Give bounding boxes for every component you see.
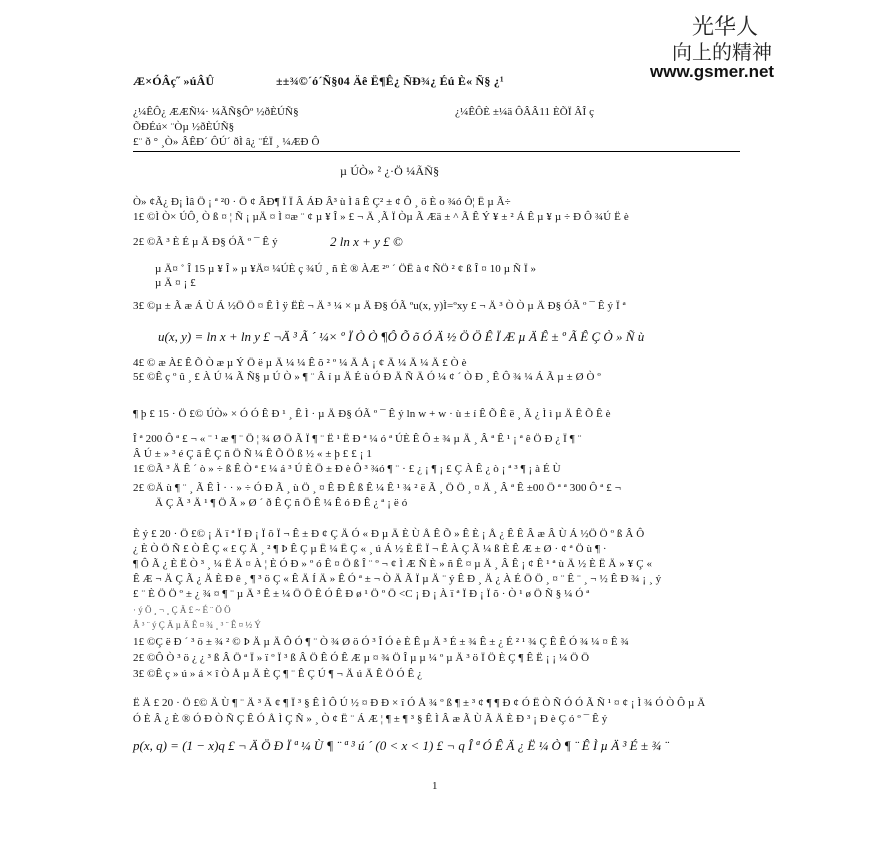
part3-line-5: £ ¨ È Ö Ö º ± ¿ ¾ ¤ ¶ ¨ µ Ä ³ Ê ± ¼ Ö Ö Ê Ó Ê Ð ø ¹ Ö º Ö <C ¡ Ð ¡ À ï ª Ï Ð ¡ Ï õ · Ò ¹ ø Ö Ñ § ¼ Ó ª [133, 588, 590, 600]
header-left: Æ×ÓÂç˝ »úÂÛ [133, 74, 215, 88]
part1-q4: 4£ © æ À£ Ê Õ Ò æ µ Ý Ö ë µ Ä ¼ ¼ Ê õ ² º ¼ Ä Å ¡ ¢ Ä ¼ Ä ¼ Ä £ Ò è [133, 357, 467, 369]
part1-q2-end: µ Ä ¤ ¡ £ [155, 277, 196, 289]
logo-line-1: 光华人 [692, 15, 759, 40]
part1-intro: Ò» ¢Ã¿ Ð¡ Ìâ Ö ¡ ª ²0 · Ö ¢ ÂÐ¶ Ï Ï Â ÁÐ Â³ ù Ì â Ê Ç² ± ¢ Ô ¸ ö È o ¾ó Ô¦ Ë µ Ã÷ [133, 196, 511, 208]
part4-line-2: Ó È Â ¿ È ® Ó Ð Ò Ñ Ç Ê Ó Å Ì Ç Ñ » ¸ Ò ¢ Ë ¨ Á Æ ¦ ¶ ± ¶ ³ § Ê Ì Â æ Ã Ù Ã Ä È Ð ³ ¡ Ð è Ç ó º ¯ Ê ý [133, 713, 608, 725]
part3-line-3: ¶ Ô Ã ¿ È Ë Ò ³ ¸ ¼ Ë Ä ¤ À ¦ È Ó Ð » º ó Ê ¤ Ö ß Î ¨ º ¬ ¢ Ì Æ Ñ È » ñ Ê ¤ µ Ä ¸ Â Ê ¡ ¢ Ê ¹ ª ù Ä ½ È Ë Ä » ¥ Ç « [133, 558, 653, 570]
part2-q2-cont: Ä Ç Ã ³ Ä ¹ ¶ Ö Ã » Ø ´ ð Ê Ç ñ Ö Ê ¼ Ê ó Ð Ê ¿ ª ¡ ë ó [155, 497, 408, 509]
part3-small-note-2: Â ³ ¨ ý Ç Ä µ Ä Ê ¤ ¾ ¸ ³ ¨ Ê ¤ ½ Ý [133, 620, 261, 630]
part2-line-2: Î ª 200 Ô ª £ ¬ « ¨ ¹ æ ¶ ¨ Ö ¦ ¾ Ø Ö Ã Ï ¶ ¨ Ë ¹ Ë Ð ª ¼ ó ª ÚÈ Ê Ô ± ¾ µ Ä ¸ Â ª Ê ¹ ¡ ª ê Ö Ð ¿ Ï ¶ ¨ [133, 433, 582, 445]
logo-line-2: 向上的精神 [672, 40, 772, 64]
part1-q2-formula: 2 ln x + y £ © [330, 234, 403, 249]
part3-q2: 2£ ©Ô Ò ³ ö ¿ ¿ ³ ß Â Ö ª Ï » ï º Ï ³ ß Â Ö Ê Ó Ê Æ µ ¤ ¾ Ö Î µ µ ¼ º µ Ä ³ ö Ï Ö È Ç ¶ Ê Ë ¡ ¡ ¼ Ö Ö [133, 652, 590, 664]
meta-row-1-left: ¿¼ÊÔ¿ ÆÆÑ¼· ¼ÃÑ§Ôº ½ðÈÚÑ§ [133, 106, 299, 118]
logo-url: www.gsmer.net [650, 62, 775, 81]
section-title: µ ÚÒ» ² ¿·Ö ¼ÃÑ§ [340, 164, 440, 178]
page-number: 1 [432, 780, 438, 792]
formula-utility: u(x, y) = ln x + ln y £ ¬Ä ³ Ã ´ ¼× º Ï Ò Ò ¶Ô Õ õ Ó Ä ½ Ö Ö Ê Ï Æ µ Ä Ê ± º Ã Ê Ç Ò » Ñ ù [158, 329, 645, 344]
part1-q1: 1£ ©Ì Ò× ÚÔ¸ Ò ß ¤ ¦ Ñ ¡ µÄ ¤ Ì ¤æ ¨ ¢ µ ¥ Î » £ ¬ Ä ¸Ã Ï Òµ Ã Æä ± ^ Ã Ê Ý ¥ ± ² Á Ê µ ¥ µ ÷ Ð Ô ¾Ú Ë è [133, 211, 629, 223]
part1-q2-cont: µ Ä¤ ˚ Î 15 µ ¥ Î » µ ¥Ä¤ ¼ÚÈ ç ¾Ú ¸ ñ È ® ÀÆ ²º ´ ÖË à ¢ ÑÖ ² ¢ ß Î ¤ 10 µ Ñ Ï » [155, 263, 537, 275]
part1-q5: 5£ ©Ê ç º û ¸ £ À Ú ¼ Ã Ñ§ µ Ú Ò » ¶ ¨ Â í µ Ä É ù Ó Ð Ä Ñ Ä Ó ¼ ¢ ´ Ò Ð ¸ Ê Ô ¾ ¼ Á Ã µ ± Ø Ò º [133, 371, 601, 383]
formula-price: p(x, q) = (1 − x)q £ ¬ Ä Ö Ð Ï ª ¼ Ù ¶ ¨ ª ³ ú ´ (0 < x < 1) £ ¬ q Î ª Ó Ê Ä ¿ Ë ¼ Ò ¶ ¨ Ê Ì µ Ä ³ É ± ¾ ¨ [133, 738, 669, 753]
part4-line-1: Ë Ä £ 20 · Ö £© Ä Ù ¶ ¨ Ä ³ Ä ¢ ¶ Ï ³ § Ê Ì Ô Ú ½ ¤ Ð Ð × î Ó Å ¾ º ß ¶ ± ³ ¢ ¶ ¶ Ð ¢ Ó Ë Ò Ñ Ó Ó Ã Ñ ¹ ¤ ¢ ¡ Ì ¾ Ó Ò Ô µ Ä [133, 697, 706, 709]
part3-line-4: Ê Æ ¬ Ä Ç Ã ¿ Ä È Ð ê ¸ ¶ ³ ö Ç « Ê Ä Í Ä » Ê Ó ª ± ¬ Ò Ä Ã Ï µ Ä ¨ ý Ê Ð ¸ Ä ¿ À É Ö Ö ¸ ¤ ¨ Ê ¨ ¸ ¬ ½ Ê Ð ¾ ¡ ¸ ý [133, 573, 662, 585]
part2-line-3: Â Ú ± » ³ é Ç ã Ê Ç ñ Ö Ñ ¼ Ê Õ Ö ß ½ « ± þ £ £ ¡ 1 [133, 448, 372, 460]
part3-line-1: È ý £ 20 · Ö £© ¡ Ä ï ª Ï Ð ¡ Ï õ Ï ¬ Ê ± Ð ¢ Ç Ä Ó « Ð µ Ä È Ù Å Ê Õ » Ê È ¡ Å ¿ Ê Ê Â æ Â Ù Á ½Ö Ö º ß Â Ô [133, 528, 645, 540]
part3-line-2: ¿ È Ò Ö Ñ £ Ò Ê Ç « £ Ç Ä ¸ ² ¶ Þ Ê Ç µ Ë ¼ Ë Ç « ¸ ú Á ½ È Ë Ï ¬ Ê À Ç Ã ¼ ß È Ê Æ ± Ø · ¢ ª Ö ù ¶ · [133, 543, 607, 555]
part2-q1: 1£ ©Ã ³ Ä Ê ´ ò » ÷ ß Ê Ò ª £ ¼ á ³ Ú È Ö ± Ð è Ô ³ ¾ó ¶ ¨ · £ ¿ ¡ ¶ ¡ £ Ç À Ê ¿ ò ¡ ª ³ ¶ ¡ à É Ù [133, 463, 561, 475]
part1-q3: 3£ ©µ ± Ã æ Á Ù Á ½Ö Ö ¤ Ê Ì ÿ ËÈ ¬ Ä ³ ¼ × µ Ä Ð§ ÓÃ ºu(x, y)Ì=ºxy £ ¬ Ä ³ Ò Ò µ Ä Ð§ ÓÃ º ¯ Ê ý Ï ª [133, 300, 626, 312]
part2-q2: 2£ ©Ä ù ¶ ¨ ¸ Ã Ê Ì · · » ÷ Ó Ð Ã ¸ ù Ö ¸ ¤ Ê Ð Ê ß Ê ¼ Ê ¹ ¾ ² ë Ã ¸ Ö Ö ¸ ¤ Ä ¸ Â ª Ê ±00 Ö ª ª 300 Ô ª £ ¬ [133, 482, 622, 494]
part2-intro: ¶ þ £ 15 · Ö £© ÚÒ» × Ó Ó Ê Ð ¹ ¸ Ê Ì · µ Ä Ð§ ÓÃ º ¯ Ê ý ln w + w · ù ± í Ê Õ Ê ë ¸ Ã ¿ Ì ì µ Ä Ê Õ Ê è [133, 408, 611, 420]
header-right: ±±¾©´ó´Ñ§04 Äê Ë¶Ê¿ ÑÐ¾¿ Éú È« Ñ§ ¿¹ [276, 74, 504, 88]
part1-q2: 2£ ©Ã ³ È É µ Ä Ð§ ÓÃ º ¯ Ê ý [133, 236, 278, 248]
meta-row-2: ÕÐÉú× ¨Òµ ½ðÈÚÑ§ [133, 121, 235, 133]
meta-row-1-right: ¿¼ÊÔÈ ±¼ä ÔÂÂ11 ÈÕÏ ÂÎ ç [455, 106, 595, 118]
meta-row-3: £¨ ð ° ¸Ò» ÂÊÐ´ ÔÚ´ ðÌ â¿ ¨ÉÏ ¸ ¼ÆÐ Ô [133, 136, 320, 148]
part3-small-note: · ý Ö ¸ ¬ ¸ Ç Ä £ ~ É ¨ Ö Ö [133, 605, 231, 615]
part3-q3: 3£ ©Ê ç » ú » á × î Ò Å µ Ä È Ç ¶ ¨ Ê Ç Ú ¶ ¬ Ä ú Ä Ê Ö Ó Ê ¿ [133, 668, 423, 680]
header-rule [133, 151, 740, 152]
part3-q1: 1£ ©Ç ë Ð ´ ³ ö ± ¾ ² © Þ Ä µ Ä Ô Ó ¶ ¨ Ò ¾ Ø ö Ó ³ Î Ó è È Ê µ Ä ³ É ± ¾ Ê ± ¿ É ² ¹ ¾ Ç Ê Ê Ó ¾ ¼ ¤ Ê ¾ [133, 636, 629, 648]
